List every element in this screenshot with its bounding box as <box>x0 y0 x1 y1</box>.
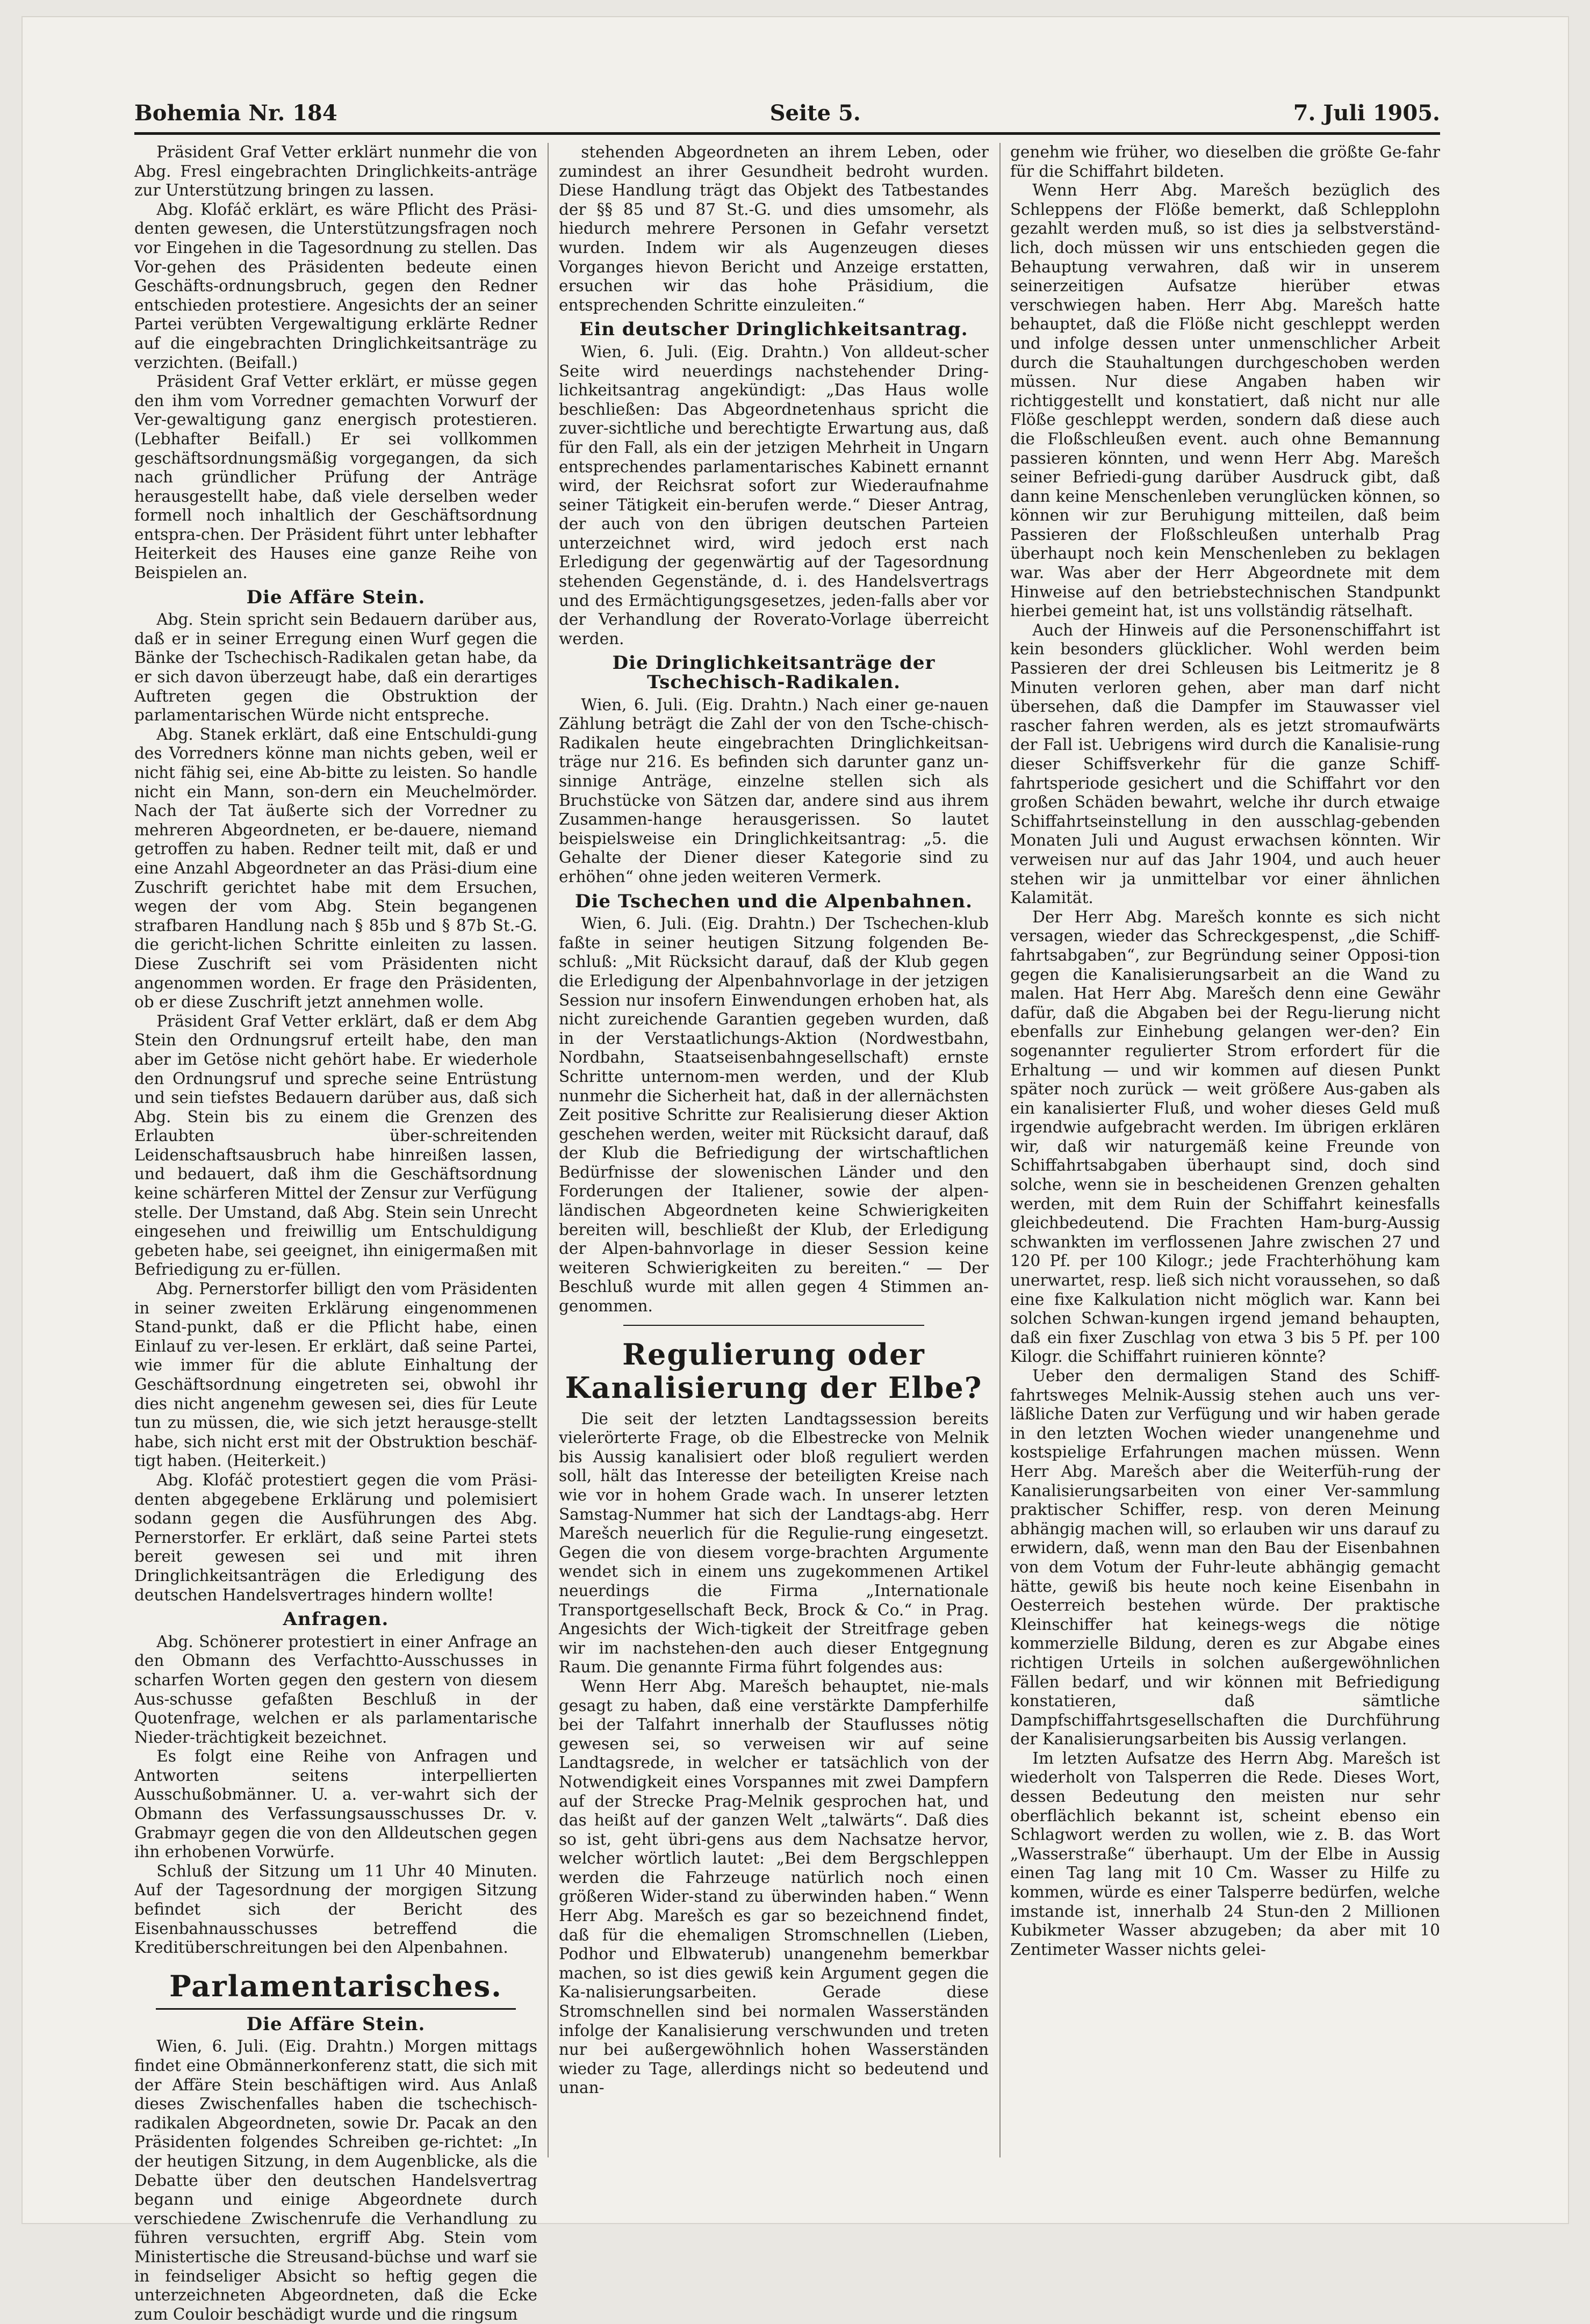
header-page-number: Seite 5. <box>769 100 861 126</box>
section-heading: Anfragen. <box>283 1608 389 1630</box>
paragraph: genehm wie früher, wo dieselben die größte Ge-fahr für die Schiffahrt bildeten. <box>1010 143 1440 181</box>
paragraph: stehenden Abgeordneten an ihrem Leben, oder zumindest an ihrer Gesundheit bedroht wurden. Diese Handlung trägt das Objekt des Tatbestandes der §§ 85 und 87 St.-G. und dies umsomehr, als hiedurch mehrere Personen in Gefahr versetzt wurden. Indem wir als Augenzeugen dieses Vorganges hievon Bericht und Anzeige erstatten, ersuchen wir das hohe Präsidium, die entsprechenden Schritte einzuleiten.“ <box>559 143 989 314</box>
header-publication: Bohemia Nr. 184 <box>134 100 337 126</box>
paragraph: Im letzten Aufsatze des Herrn Abg. Marešch ist wiederholt von Talsperren die Rede. Dieses Wort, dessen Bedeutung den meisten nur sehr oberflächlich bekannt ist, scheint ebenso ein Schlagwort werden zu wollen, wie z. B. das Wort „Wasserstraße“ überhaupt. Um der Elbe in Aussig einen Tag lang mit 10 Cm. Wasser zu Hilfe zu kommen, würde es einer Talsperre bedürfen, welche imstande ist, innerhalb 24 Stun-den 2 Millionen Kubikmeter Wasser abzugeben; da aber mit 10 Zentimeter Wasser nichts gelei- <box>1010 1749 1440 1959</box>
section-heading: Die Affäre Stein. <box>246 2013 426 2035</box>
paragraph: Ueber den dermaligen Stand des Schiff-fahrtsweges Melnik-Aussig stehen auch uns ver-läßliche Daten zur Verfügung und wir haben gerade in den letzten Wochen wieder unangenehme und kostspielige Erfahrungen machen müssen. Wenn Herr Abg. Marešch aber die Weiterfüh-rung der Kanalisierungsarbeiten von einer Ver-sammlung praktischer Schiffer, resp. von deren Meinung abhängig machen will, so erlauben wir uns darauf zu erwidern, daß, wenn man den Bau der Eisenbahnen von dem Votum der Fuhr-leute abhängig gemacht hätte, gewiß bis heute noch keine Eisenbahn in Oesterreich bestehen würde. Der praktische Kleinschiffer hat keinegs-wegs die nötige kommerzielle Bildung, deren es zur Abgabe eines richtigen Urteils in solchen außergewöhnlichen Fällen bedarf, und wir können mit Befriedigung konstatieren, daß sämtliche Dampfschiffahrtsgesellschaften die Durchführung der Kanalisierungsarbeiten bis Aussig verlangen. <box>1010 1367 1440 1749</box>
paragraph: Abg. Pernerstorfer billigt den vom Präsidenten in seiner zweiten Erklärung eingenommenen Stand-punkt, daß er die Pflicht habe, einen Einlauf zu ver-lesen. Er erklärt, daß seine Partei, wie immer für die ablute Einhaltung der Geschäftsordnung eingetreten sei, obwohl ihr dies nicht angenehm gewesen sei, dies für Leute tun zu müssen, die, wie sich jetzt herausge-stellt habe, sich nicht erst mit der Obstruktion beschäf-tigt haben. (Heiterkeit.) <box>134 1280 537 1470</box>
paragraph: Wien, 6. Juli. (Eig. Drahtn.) Der Tschechen-klub faßte in seiner heutigen Sitzung folgenden Be-schluß: „Mit Rücksicht darauf, daß der Klub gegen die Erledigung der Alpenbahnvorlage in der jetzigen Session nur insofern Einwendungen erhoben hat, als nicht zureichende Garantien gegeben wurden, daß in der Verstaatlichungs-Aktion (Nordwestbahn, Nordbahn, Staatseisenbahngesellschaft) ernste Schritte unternom-men werden, und der Klub nunmehr die Sicherheit hat, daß in der allernächsten Zeit positive Schritte zur Realisierung dieser Aktion geschehen werden, weiter mit Rücksicht darauf, daß der Klub die Befriedigung der wirtschaftlichen Bedürfnisse der slowenischen Länder und den Forderungen der Italiener, sowie der alpen-ländischen Abgeordneten keine Schwierigkeiten bereiten will, beschließt der Klub, der Erledigung der Alpen-bahnvorlage in dieser Session keine weiteren Schwierigkeiten zu bereiten.“ — Der Beschluß wurde mit allen gegen 4 Stimmen an-genommen. <box>559 914 989 1316</box>
paragraph: Wien, 6. Juli. (Eig. Drahtn.) Morgen mittags findet eine Obmännerkonferenz statt, die sich mit der Affäre Stein beschäftigen wird. Aus Anlaß dieses Zwischenfalles haben die tschechisch-radikalen Abgeordneten, sowie Dr. Pacak an den Präsidenten folgendes Schreiben ge-richtet: „In der heutigen Sitzung, in dem Augenblicke, als die Debatte über den deutschen Handelsvertrag begann und einige Abgeordnete durch verschiedene Zwischenrufe die Verhandlung zu führen versuchten, ergriff Abg. Stein vom Ministertische die Streusand-büchse und warf sie in feindseliger Absicht so heftig gegen die unterzeichneten Abgeordneten, daß die Ecke zum Couloir beschädigt wurde und die ringsum <box>134 2037 537 2323</box>
paragraph: Abg. Klofáč protestiert gegen die vom Präsi-denten abgegebene Erklärung und polemisiert sodann gegen die Ausführungen des Abg. Pernerstorfer. Er erklärt, daß seine Partei stets bereit gewesen sei und mit ihren Dringlichkeitsanträgen die Erledigung des deutschen Handelsvertrages hindern wollte! <box>134 1470 537 1604</box>
section-heading: Die Dringlichkeitsanträge der Tschechisch-Radikalen. <box>612 652 936 694</box>
paragraph: Es folgt eine Reihe von Anfragen und Antworten seitens interpellierten Ausschußobmänner. U. a. ver-wahrt sich der Obmann des Verfassungsausschusses Dr. v. Grabmayr gegen die von den Alldeutschen gegen ihn erhobenen Vorwürfe. <box>134 1747 537 1861</box>
paragraph: Schluß der Sitzung um 11 Uhr 40 Minuten. Auf der Tagesordnung der morgigen Sitzung befindet sich der Bericht des Eisenbahnausschusses betreffend die Kreditüberschreitungen bei den Alpenbahnen. <box>134 1861 537 1957</box>
header-date: 7. Juli 1905. <box>1293 100 1440 126</box>
section-heading: Ein deutscher Dringlichkeitsantrag. <box>579 319 968 341</box>
title-rule <box>156 2008 516 2010</box>
paragraph: Abg. Stanek erklärt, daß eine Entschuldi-gung des Vorredners könne man nichts geben, weil er nicht fähig sei, eine Ab-bitte zu leisten. So handle nicht ein Mann, son-dern ein Meuchelmörder. Nach der Tat äußerte sich der Vorredner zu mehreren Abgeordneten, er be-dauere, niemand getroffen zu haben. Redner teilt mit, daß er und eine Anzahl Abgeordneter an das Präsi-dium eine Zuschrift gerichtet habe mit dem Ersuchen, wegen der vom Abg. Stein begangenen strafbaren Handlung nach § 85b und § 87b St.-G. die gericht-lichen Schritte einleiten zu lassen. Diese Zuschrift sei vom Präsidenten nicht angenommen worden. Er frage den Präsidenten, ob er diese Zuschrift jetzt annehmen wolle. <box>134 725 537 1012</box>
paragraph: Wenn Herr Abg. Marešch bezüglich des Schleppens der Flöße bemerkt, daß Schlepplohn gezahlt werden muß, so ist dies ja selbstverständ-lich, doch müssen wir uns entschieden gegen die Behauptung verwahren, daß wir in unserem seinerzeitigen Aufsatze hierüber etwas verschwiegen haben. Herr Abg. Marešch hatte behauptet, daß die Flöße nicht geschleppt werden und infolge dessen unter unmenschlicher Arbeit durch die Stauhaltungen durchgeschoben werden müssen. Nur diese Angaben haben wir richtiggestellt und konstatiert, daß nicht nur alle Flöße geschleppt werden, sondern daß diese auch die Floßschleußen event. auch ohne Bemannung passieren könnten, und wenn Herr Abg. Marešch seiner Befriedi-gung darüber Ausdruck gibt, daß dann keine Menschenleben verunglücken können, so können wir zur Beruhigung mitteilen, daß beim Passieren der Floßschleußen unterhalb Prag überhaupt noch kein Menschenleben zu beklagen war. Was aber der Herr Abgeordnete mit dem Hinweise auf den betriebstechnischen Standpunkt hierbei gemeint hat, ist uns vollständig rätselhaft. <box>1010 181 1440 620</box>
paragraph: Abg. Schönerer protestiert in einer Anfrage an den Obmann des Verfachtto-Ausschusses in scharfen Worten gegen den gestern von diesem Aus-schusse gefaßten Beschluß in der Quotenfrage, welchen er als parlamentarische Nieder-trächtigkeit bezeichnet. <box>134 1632 537 1746</box>
column-divider <box>548 143 549 2157</box>
paragraph: Präsident Graf Vetter erklärt, daß er dem Abg Stein den Ordnungsruf erteilt habe, den man aber im Getöse nicht gehört habe. Er wiederhole den Ordnungsruf und spreche seine Entrüstung und sein tiefstes Bedauern darüber aus, daß sich Abg. Stein bis zu einem die Grenzen des Erlaubten über-schreitenden Leidenschaftsausbruch habe hinreißen lassen, und bedauert, daß ihm die Geschäftsordnung keine schärferen Mittel der Zensur zur Verfügung stelle. Der Umstand, daß Abg. Stein sein Unrecht eingesehen und freiwillig um Entschuldigung gebeten habe, sei geeignet, ihn einigermaßen mit Befriedigung zu er-füllen. <box>134 1012 537 1279</box>
section-heading: Die Affäre Stein. <box>246 586 426 608</box>
page-header <box>134 97 1440 129</box>
paragraph: Wenn Herr Abg. Marešch behauptet, nie-mals gesagt zu haben, daß eine verstärkte Dampferhilfe bei der Talfahrt innerhalb der Stauflusses nötig gewesen sei, so verweisen wir auf seine Landtagsrede, in welcher er tatsächlich von der Notwendigkeit eines Vorspannes mit zwei Dampfern auf der Strecke Prag-Melnik gesprochen hat, und das heißt auf der ganzen Welt „talwärts“. Daß dies so ist, geht übri-gens aus dem Nachsatze hervor, welcher wörtlich lautet: „Bei dem Bergschleppen werden die Fahrzeuge natürlich noch einen größeren Wider-stand zu überwinden haben.“ Wenn Herr Abg. Marešch es gar so bezeichnend findet, daß für die ehemaligen Stromschnellen (Lieben, Podhor und Elbwaterub) unangenehm bemerkbar machen, so ist dies gewiß kein Argument gegen die Ka-nalisierungsarbeiten. Gerade diese Stromschnellen sind bei normalen Wasserständen infolge der Kanalisierung verschwunden und treten nur bei außergewöhnlich hohen Wasserständen wieder zu Tage, allerdings nicht so bedeutend und unan- <box>559 1677 989 2097</box>
column-1 <box>134 143 537 2323</box>
paragraph: Auch der Hinweis auf die Personenschiffahrt ist kein besonders glücklicher. Wohl werden beim Passieren der drei Schleusen bis Leitmeritz je 8 Minuten verloren gehen, aber man darf nicht übersehen, daß die Dampfer im Stauwasser viel rascher fahren werden, als es jetzt stromaufwärts der Fall ist. Uebrigens wird durch die Kanalisie-rung dieser Schiffsverkehr für die ganze Schiff-fahrtsperiode gesichert und die Schiffahrt vor den großen Schäden bewahrt, welche ihr durch etwaige Schiffahrtseinstellung in den ausschlag-gebenden Monaten Juli und August erwachsen könnten. Wir verweisen nur auf das Jahr 1904, und auch heuer stehen wir ja unmittelbar vor einer ähnlichen Kalamität. <box>1010 620 1440 907</box>
column-2 <box>559 143 989 2174</box>
column-3 <box>1010 143 1440 2174</box>
paragraph: Abg. Klofáč erklärt, es wäre Pflicht des Präsi-denten gewesen, die Unterstützungsfragen noch vor Eingehen in die Tagesordnung zu stellen. Das Vor-gehen des Präsidenten bedeute einen Geschäfts-ordnungsbruch, gegen den Redner entschieden protestiere. Angesichts der an seiner Partei verübten Vergewaltigung erklärte Redner auf die eingebrachten Dringlichkeitsanträge zu verzichten. (Beifall.) <box>134 200 537 372</box>
paragraph: Die seit der letzten Landtagssession bereits vielerörterte Frage, ob die Elbestrecke von Melnik bis Aussig kanalisiert oder bloß reguliert werden soll, hält das Interesse der beteiligten Kreise nach wie vor in hohem Grade wach. In unserer letzten Samstag-Nummer hat sich der Landtags-abg. Herr Marešch neuerlich für die Regulie-rung eingesetzt. Gegen die von diesem vorge-brachten Argumente wendet sich in einem uns zugekommenen Artikel neuerdings die Firma „Internationale Transportgesellschaft Beck, Brock & Co.“ in Prag. Angesichts der Wich-tigkeit der Streitfrage geben wir im nachstehen-den auch dieser Entgegnung Raum. Die genannte Firma führt folgendes aus: <box>559 1409 989 1677</box>
paragraph: Präsident Graf Vetter erklärt nunmehr die von Abg. Fresl eingebrachten Dringlichkeits-anträge zur Unterstützung bringen zu lassen. <box>134 143 537 200</box>
paragraph: Der Herr Abg. Marešch konnte es sich nicht versagen, wieder das Schreckgespenst, „die Schiff-fahrtsabgaben“, zur Begründung seiner Opposi-tion gegen die Kanalisierungsarbeit an die Wand zu malen. Hat Herr Abg. Marešch denn eine Gewähr dafür, daß die Abgaben bei der Regu-lierung nicht ebenfalls zur Einhebung gelangen wer-den? Ein sogenannter regulierter Strom erfordert für die Erhaltung — und wir kommen auf diesen Punkt später noch zurück — weit größere Aus-gaben als ein kanalisierter Fluß, und woher dieses Geld muß irgendwie aufgebracht werden. Im übrigen erklären wir, daß wir naturgemäß keine Freunde von Schiffahrtsabgaben überhaupt sind, doch sind solche, wenn sie in bescheidenen Grenzen gehalten werden, mit dem Ruin der Schiffahrt keinesfalls gleichbedeutend. Die Frachten Ham-burg-Aussig schwankten im verflossenen Jahre zwischen 27 und 120 Pf. per 100 Kilogr.; jede Frachterhöhung kam unerwartet, resp. ließ sich nicht voraussehen, so daß eine fixe Kalkulation nicht möglich war. Kann bei solchen Schwan-kungen irgend jemand behaupten, daß ein fixer Zuschlag von etwa 3 bis 5 Pf. per 100 Kilogr. die Schiffahrt ruinieren könnte? <box>1010 907 1440 1366</box>
article-rule <box>623 1325 924 1326</box>
article-title: Regulierung oder Kanalisierung der Elbe? <box>565 1337 983 1405</box>
paragraph: Wien, 6. Juli. (Eig. Drahtn.) Von alldeut-scher Seite wird neuerdings nachstehender Dring-lichkeitsantrag angekündigt: „Das Haus wolle beschließen: Das Abgeordnetenhaus spricht die zuver-sichtliche und berechtigte Erwartung aus, daß für den Fall, als ein der jetzigen Mehrheit in Ungarn entsprechendes parlamentarisches Kabinett ernannt wird, der Reichsrat sofort zur Wiederaufnahme seiner Tätigkeit ein-berufen werde.“ Dieser Antrag, der auch von den übrigen deutschen Parteien unterzeichnet wird, wird jedoch erst nach Erledigung der gegenwärtig auf der Tagesordnung stehenden Gegenstände, d. i. des Handelsvertrags und des Ermächtigungsgesetzes, jeden-falls aber vor der Verhandlung der Roverato-Vorlage überreicht werden. <box>559 342 989 648</box>
section-title: Parlamentarisches. <box>169 1968 502 2003</box>
paragraph: Präsident Graf Vetter erklärt, er müsse gegen den ihm vom Vorredner gemachten Vorwurf der Ver-gewaltigung ganz energisch protestieren. (Lebhafter Beifall.) Er sei vollkommen geschäftsordnungsmäßig vorgegangen, da sich nach gründlicher Prüfung der Anträge herausgestellt habe, daß viele derselben weder formell noch inhaltlich der Geschäftsordnung entspra-chen. Der Präsident führt unter lebhafter Heiterkeit des Hauses eine ganze Reihe von Beispielen an. <box>134 372 537 582</box>
section-heading: Die Tschechen und die Alpenbahnen. <box>575 890 973 912</box>
paragraph: Wien, 6. Juli. (Eig. Drahtn.) Nach einer ge-nauen Zählung beträgt die Zahl der von den Tsche-chisch-Radikalen heute eingebrachten Dringlichkeitsan-träge nur 216. Es befinden sich darunter ganz un-sinnige Anträge, einzelne stellen sich als Bruchstücke von Sätzen dar, andere sind aus ihrem Zusammen-hange herausgerissen. So lautet beispielsweise ein Dringlichkeitsantrag: „5. die Gehalte der Diener dieser Kategorie sind zu erhöhen“ ohne jeden weiteren Vermerk. <box>559 695 989 886</box>
newspaper-page <box>21 16 1569 2323</box>
paragraph: Abg. Stein spricht sein Bedauern darüber aus, daß er in seiner Erregung einen Wurf gegen die Bänke der Tschechisch-Radikalen getan habe, da er sich davon überzeugt habe, daß ein derartiges Auftreten gegen die Obstruktion der parlamentarischen Würde nicht entspreche. <box>134 610 537 725</box>
header-rule <box>134 132 1440 135</box>
column-divider <box>999 143 1001 2157</box>
